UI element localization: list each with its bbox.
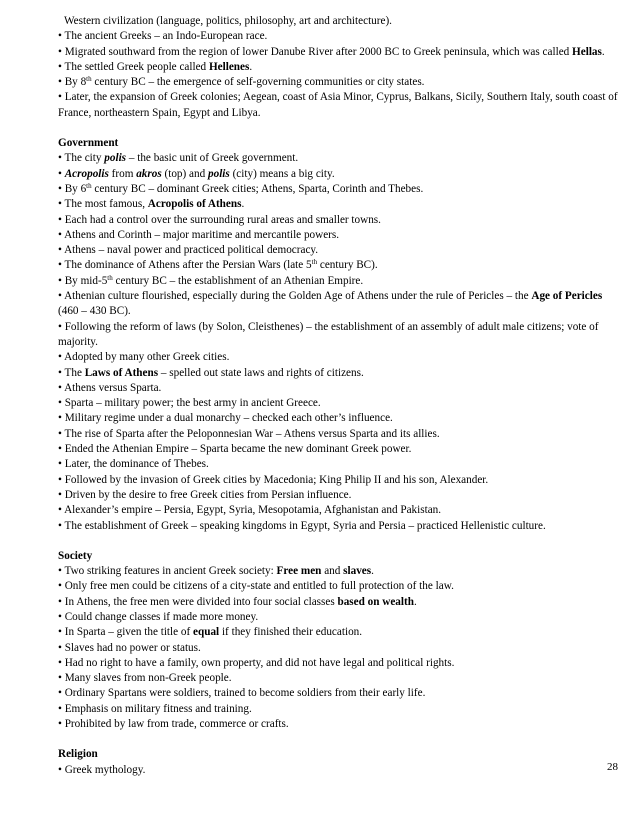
text-segment: (city) means a big city. — [229, 167, 335, 180]
text-line — [58, 396, 618, 411]
text-line — [58, 182, 618, 197]
text-segment: • Greek mythology. — [58, 763, 146, 776]
bold-text: akros — [136, 167, 162, 180]
section-heading-society: Society — [58, 549, 93, 562]
page-number: 28 — [607, 761, 618, 773]
text-segment: • The city — [58, 152, 105, 165]
text-segment: – the basic unit of Greek government. — [126, 152, 299, 165]
text-segment: th — [86, 75, 92, 84]
text-segment: • The rise of Sparta after the Peloponnesian War – Athens versus Sparta and its allies. — [58, 427, 440, 440]
text-segment: • The most famous, — [58, 198, 148, 211]
text-segment: th — [107, 273, 113, 282]
text-line — [58, 274, 618, 289]
text-line — [58, 442, 618, 457]
text-line — [58, 717, 618, 732]
bold-text: equal — [193, 626, 220, 639]
text-segment: from — [108, 167, 137, 180]
text-line — [58, 671, 618, 686]
text-segment: • Ended the Athenian Empire – Sparta became the new dominant Greek power. — [58, 443, 412, 456]
text-segment: • In Sparta – given the title of — [58, 626, 194, 639]
text-line — [58, 320, 618, 351]
bold-text: Acropolis — [64, 167, 109, 180]
text-segment: • Later, the dominance of Thebes. — [58, 458, 209, 471]
text-segment: century BC). — [317, 259, 378, 272]
text-segment: Western civilization (language, politics, philosophy, art and architecture). — [64, 15, 392, 27]
text-segment: • Could change classes if made more money. — [58, 610, 259, 623]
text-segment: • Athens and Corinth – major maritime and mercantile powers. — [58, 228, 340, 241]
text-line — [58, 503, 618, 518]
bold-text: slaves — [343, 565, 372, 578]
text-segment: • Driven by the desire to free Greek cities from Persian influence. — [58, 488, 352, 501]
text-line — [58, 595, 618, 610]
text-segment: • — [58, 167, 65, 180]
text-line — [58, 60, 618, 75]
bold-text: Free men — [276, 565, 322, 578]
text-line — [58, 228, 618, 243]
text-segment: • Athens – naval power and practiced political democracy. — [58, 244, 319, 257]
text-segment: . — [601, 45, 605, 58]
bold-text: Hellenes — [208, 60, 250, 73]
text-line — [58, 579, 618, 594]
text-line — [58, 381, 618, 396]
text-segment: • Adopted by many other Greek cities. — [58, 351, 230, 364]
text-segment: • Slaves had no power or status. — [58, 641, 201, 654]
text-segment: • Ordinary Spartans were soldiers, trained to become soldiers from their early life. — [58, 687, 426, 700]
text-segment: • Each had a control over the surrounding rural areas and smaller towns. — [58, 213, 381, 226]
text-segment: • Prohibited by law from trade, commerce or crafts. — [58, 718, 289, 731]
text-segment: • Following the reform of laws (by Solon, Cleisthenes) – the establishment of an assembly of adult male citizens; vote of majority. — [58, 320, 599, 348]
text-segment: – spelled out state laws and rights of citizens. — [158, 366, 364, 379]
text-line — [58, 213, 618, 228]
bold-text: based on wealth — [337, 595, 414, 608]
text-segment: • The — [58, 366, 85, 379]
text-line — [58, 167, 618, 182]
bold-text: Age of Pericles — [531, 290, 603, 303]
text-segment: • In Athens, the free men were divided into four social classes — [58, 595, 338, 608]
bold-text: Acropolis of Athens — [147, 198, 242, 211]
text-line — [58, 151, 618, 166]
text-line — [58, 564, 618, 579]
intro-section — [58, 14, 618, 121]
text-segment: • By mid-5 — [58, 274, 108, 287]
text-segment: • Athenian culture flourished, especially during the Golden Age of Athens under the rule of Pericles – the — [58, 290, 532, 303]
text-segment: th — [311, 258, 318, 267]
text-line — [58, 427, 618, 442]
text-segment: (460 – 430 BC). — [58, 305, 131, 318]
text-segment: • Only free men could be citizens of a city-state and entitled to full protection of the law. — [58, 580, 454, 593]
text-line — [58, 350, 618, 365]
text-line — [58, 411, 618, 426]
text-line — [58, 625, 618, 640]
text-line — [58, 90, 618, 121]
text-segment: • Had no right to have a family, own property, and did not have legal and political rights. — [58, 656, 455, 669]
text-segment: • The ancient Greeks – an Indo-European race. — [58, 30, 268, 43]
text-line — [58, 457, 618, 472]
text-line — [58, 763, 618, 778]
text-line — [58, 473, 618, 488]
government-section — [58, 151, 618, 533]
text-line — [58, 519, 618, 534]
text-segment: • Many slaves from non-Greek people. — [58, 672, 232, 685]
text-segment: . — [371, 565, 374, 578]
text-line — [58, 29, 618, 44]
text-line — [58, 14, 618, 29]
society-section — [58, 564, 618, 732]
text-segment: • Military regime under a dual monarchy – checked each other’s influence. — [58, 412, 393, 425]
bold-text: Laws of Athens — [84, 366, 159, 379]
text-line — [58, 702, 618, 717]
text-segment: . — [413, 595, 417, 608]
text-line — [58, 488, 618, 503]
text-segment: • By 8 — [58, 76, 87, 89]
text-segment: • Later, the expansion of Greek colonies; Aegean, coast of Asia Minor, Cyprus, Balkans, Sicily, Southern Italy, south coast of France, northeastern Spain, Egypt and Libya. — [58, 91, 618, 119]
text-line — [58, 75, 618, 90]
text-segment: • Migrated southward from the region of lower Danube River after 2000 BC to Greek peninsula, which was called — [58, 45, 573, 58]
text-segment: • Followed by the invasion of Greek cities by Macedonia; King Philip II and his son, Alexander. — [58, 473, 489, 486]
text-segment: • The dominance of Athens after the Persian Wars (late 5 — [58, 259, 312, 272]
text-segment: . — [249, 60, 253, 73]
document-body — [58, 14, 618, 778]
text-segment: century BC – the establishment of an Athenian Empire. — [112, 274, 364, 287]
text-segment: • The settled Greek people called — [58, 60, 209, 73]
text-line — [58, 289, 618, 320]
section-heading-religion: Religion — [58, 748, 98, 761]
text-segment: th — [86, 181, 92, 190]
text-line — [58, 258, 618, 273]
text-segment: century BC – the emergence of self-governing communities or city states. — [91, 76, 425, 89]
text-segment: if they finished their education. — [219, 626, 363, 639]
text-line — [58, 610, 618, 625]
bold-text: polis — [104, 152, 127, 165]
text-line — [58, 45, 618, 60]
text-segment: • Emphasis on military fitness and training. — [58, 702, 252, 715]
text-segment: • Athens versus Sparta. — [58, 381, 162, 394]
text-segment: century BC – dominant Greek cities; Athens, Sparta, Corinth and Thebes. — [91, 182, 424, 195]
bold-text: polis — [208, 167, 230, 180]
text-line — [58, 197, 618, 212]
section-heading-government: Government — [58, 137, 119, 150]
bold-text: Hellas — [572, 45, 602, 58]
text-segment: (top) and — [161, 167, 208, 180]
text-line — [58, 656, 618, 671]
text-segment: • Alexander’s empire – Persia, Egypt, Syria, Mesopotamia, Afghanistan and Pakistan. — [58, 504, 442, 517]
text-line — [58, 686, 618, 701]
text-segment: • Two striking features in ancient Greek society: — [58, 565, 277, 578]
text-line — [58, 243, 618, 258]
text-line — [58, 641, 618, 656]
text-segment: and — [321, 565, 344, 578]
text-segment: • The establishment of Greek – speaking kingdoms in Egypt, Syria and Persia – practiced Hellenistic culture. — [58, 519, 546, 532]
text-line — [58, 366, 618, 381]
religion-section — [58, 763, 618, 778]
text-segment: . — [241, 198, 245, 211]
text-segment: • By 6 — [58, 182, 87, 195]
text-segment: • Sparta – military power; the best army in ancient Greece. — [58, 397, 321, 410]
